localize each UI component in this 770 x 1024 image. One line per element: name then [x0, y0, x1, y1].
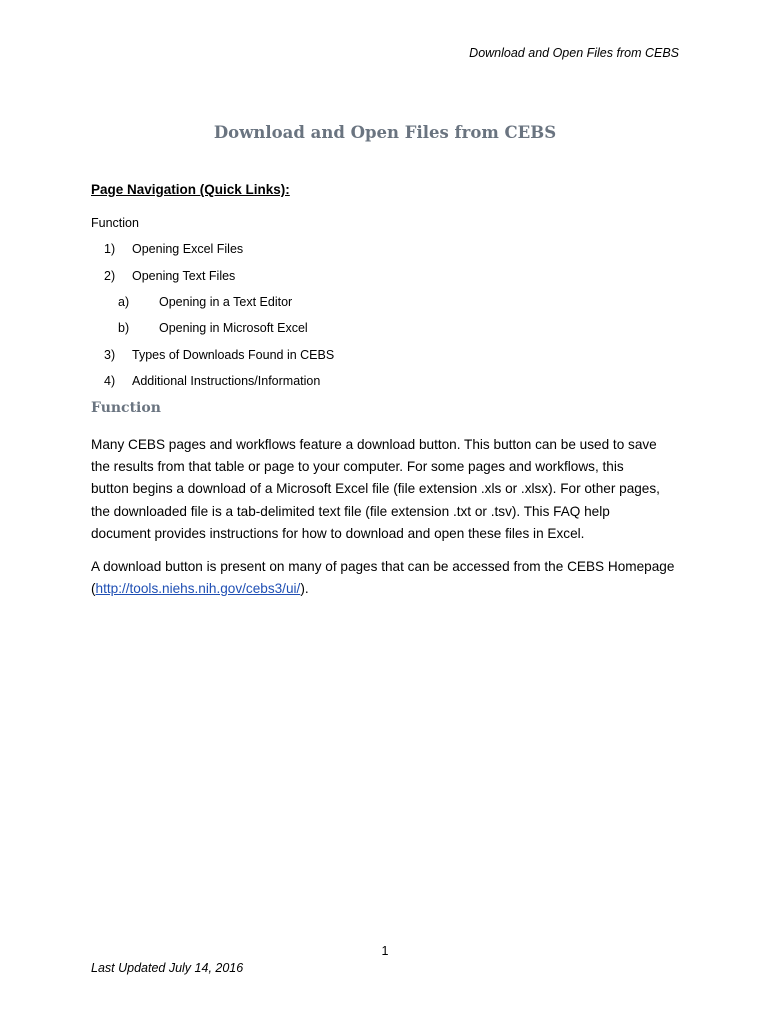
nav-link-marker: 1)	[104, 242, 116, 256]
nav-link-label: Types of Downloads Found in CEBS	[132, 348, 335, 362]
last-updated-footer: Last Updated July 14, 2016	[91, 961, 244, 975]
navigation-heading: Page Navigation (Quick Links):	[91, 182, 290, 197]
nav-link-label: Function	[91, 216, 139, 230]
nav-link-label: Additional Instructions/Information	[132, 374, 321, 388]
nav-link-marker: 4)	[104, 374, 116, 388]
paragraph-line: document provides instructions for how to download and open these files in Excel.	[91, 525, 585, 541]
nav-link-marker: 2)	[104, 269, 116, 283]
open-paren: (	[91, 581, 96, 597]
page-number: 1	[381, 944, 389, 958]
nav-link-label: Opening Text Files	[132, 269, 236, 283]
nav-link-label: Opening in a Text Editor	[159, 295, 293, 309]
homepage-paragraph	[91, 556, 691, 600]
nav-link-marker: a)	[118, 295, 130, 309]
function-paragraph	[91, 434, 691, 545]
paragraph-line	[91, 578, 691, 600]
paragraph-line: the downloaded file is a tab-delimited text file (file extension .txt or .tsv). This FAQ help	[91, 503, 610, 519]
paragraph-line: Many CEBS pages and workflows feature a download button. This button can be used to save	[91, 437, 657, 452]
nav-link-marker: 3)	[104, 348, 116, 362]
cebs-homepage-link[interactable]: http://tools.niehs.nih.gov/cebs3/ui/	[95, 581, 301, 597]
nav-link-marker: b)	[118, 321, 130, 335]
paragraph-line: the results from that table or page to your computer. For some pages and workflows, this	[91, 459, 624, 475]
nav-link-label: Opening in Microsoft Excel	[159, 321, 308, 335]
document-title: Download and Open Files from CEBS	[213, 123, 557, 142]
section-heading-function: Function	[91, 400, 161, 416]
paragraph-line: button begins a download of a Microsoft Excel file (file extension .xls or .xlsx). For other pages,	[91, 481, 660, 497]
nav-link-label: Opening Excel Files	[132, 242, 244, 256]
running-header: Download and Open Files from CEBS	[469, 46, 679, 60]
paragraph-line: A download button is present on many of pages that can be accessed from the CEBS Homepage	[91, 559, 675, 574]
close-paren: ).	[300, 581, 309, 597]
